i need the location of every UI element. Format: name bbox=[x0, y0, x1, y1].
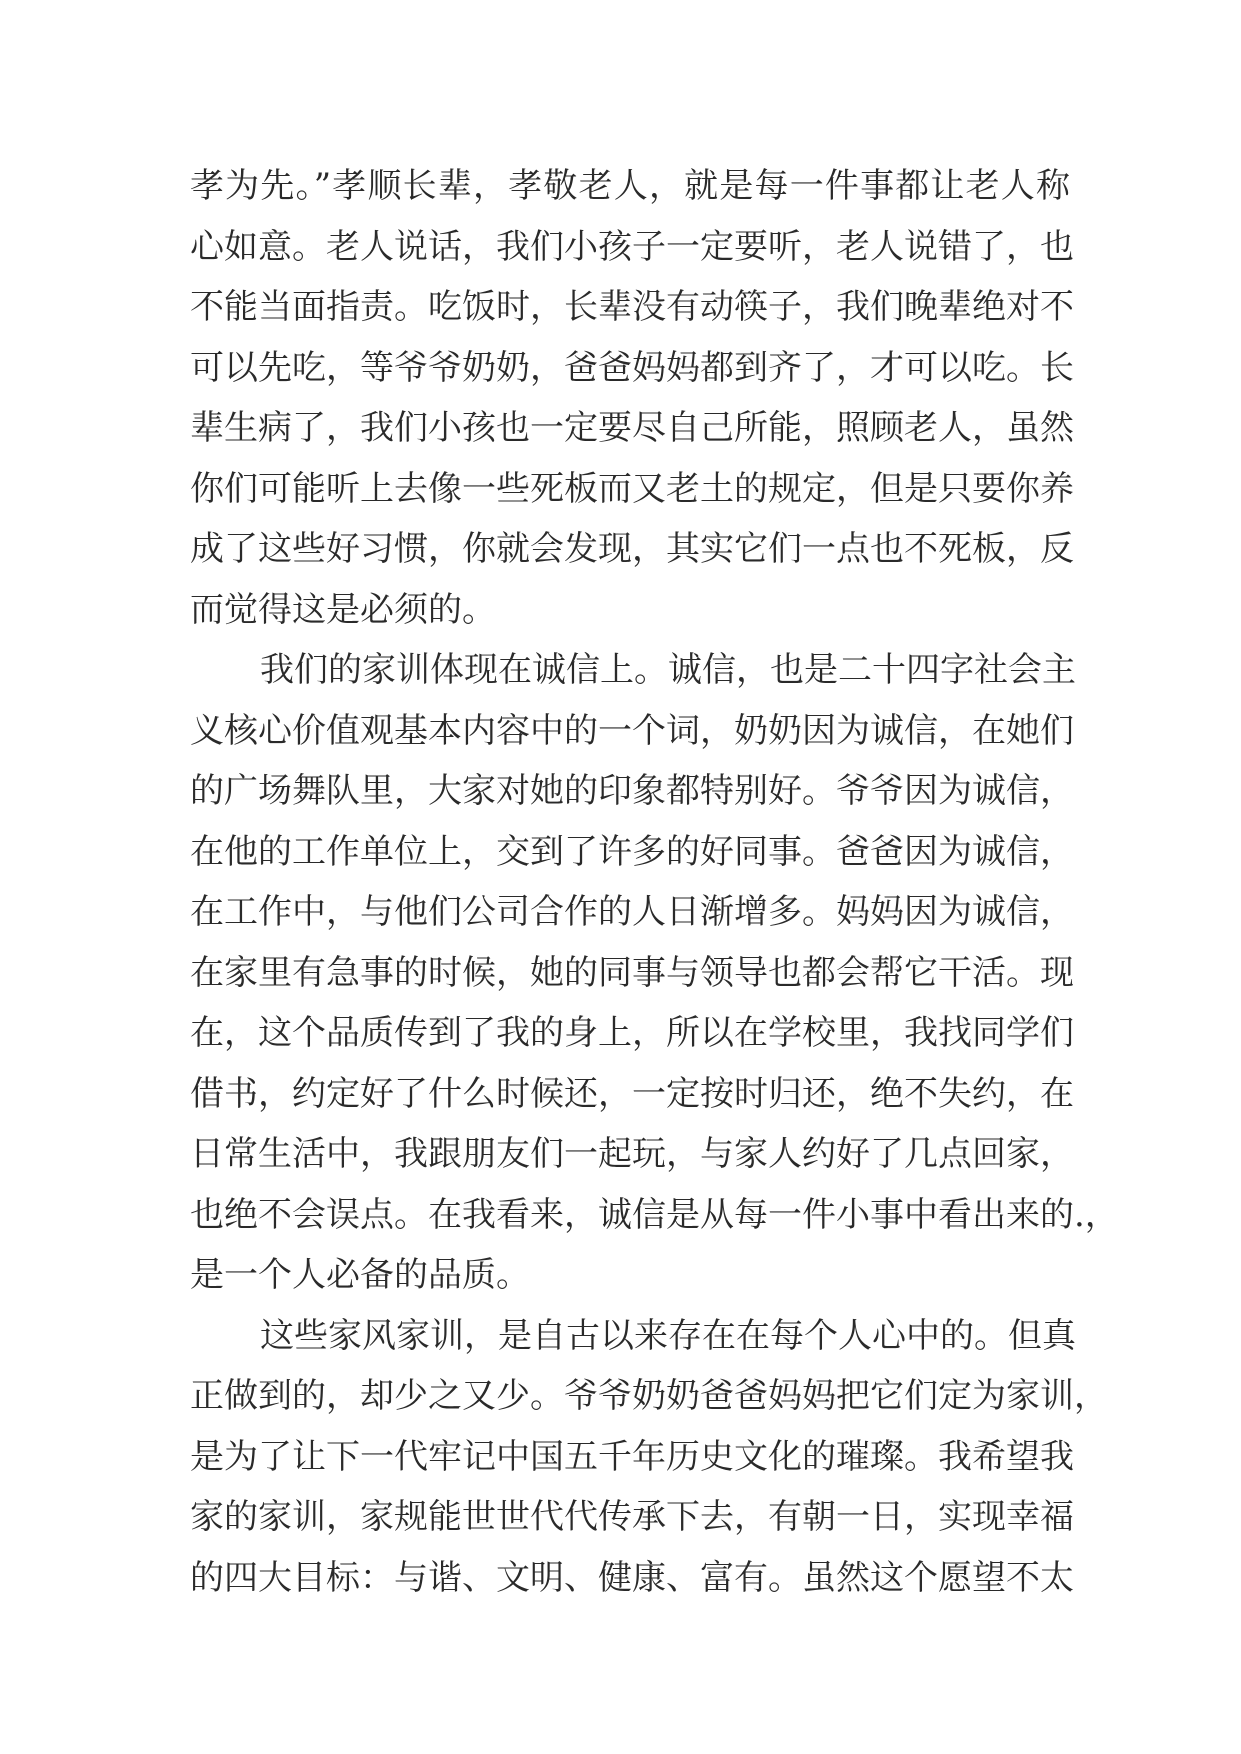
text-line: 这些家风家训，是自古以来存在在每个人心中的。但真 bbox=[260, 1315, 1076, 1356]
text-line: 也绝不会误点。在我看来，诚信是从每一件小事中看出来的.， bbox=[190, 1194, 1119, 1235]
text-line: 在家里有急事的时候，她的同事与领导也都会帮它干活。现 bbox=[190, 952, 1074, 993]
text-line: 在工作中，与他们公司合作的人日渐增多。妈妈因为诚信， bbox=[190, 892, 1074, 932]
paragraph bbox=[190, 640, 1119, 1306]
body-text bbox=[190, 156, 1119, 1608]
text-line: 我们的家训体现在诚信上。诚信，也是二十四字社会主 bbox=[260, 650, 1076, 690]
text-line: 在，这个品质传到了我的身上，所以在学校里，我找同学们 bbox=[190, 1013, 1074, 1053]
text-line: 心如意。老人说话，我们小孩子一定要听，老人说错了，也 bbox=[190, 226, 1074, 267]
text-line: 不能当面指责。吃饭时，长辈没有动筷子，我们晚辈绝对不 bbox=[190, 287, 1074, 327]
text-line: 家的家训，家规能世世代代传承下去，有朝一日，实现幸福 bbox=[190, 1497, 1074, 1537]
text-line: 义核心价值观基本内容中的一个词，奶奶因为诚信，在她们 bbox=[190, 710, 1074, 751]
text-line: 正做到的，却少之又少。爷爷奶奶爸爸妈妈把它们定为家训， bbox=[190, 1376, 1108, 1416]
text-line: 在他的工作单位上，交到了许多的好同事。爸爸因为诚信， bbox=[190, 831, 1074, 872]
text-line: 辈生病了，我们小孩也一定要尽自己所能，照顾老人，虽然 bbox=[190, 408, 1074, 448]
text-line: 是为了让下一代牢记中国五千年历史文化的璀璨。我希望我 bbox=[190, 1436, 1074, 1477]
paragraph bbox=[190, 1306, 1108, 1609]
text-line: 成了这些好习惯，你就会发现，其实它们一点也不死板，反 bbox=[190, 529, 1074, 569]
text-line: 你们可能听上去像一些死板而又老土的规定，但是只要你养 bbox=[190, 468, 1074, 509]
text-line: 孝为先。”孝顺长辈，孝敬老人，就是每一件事都让老人称 bbox=[190, 166, 1070, 206]
text-line: 可以先吃，等爷爷奶奶，爸爸妈妈都到齐了，才可以吃。长 bbox=[190, 347, 1074, 388]
text-line: 的四大目标：与谐、文明、健康、富有。虽然这个愿望不太 bbox=[190, 1557, 1074, 1598]
text-line: 而觉得这是必须的。 bbox=[190, 589, 496, 630]
text-line: 的广场舞队里，大家对她的印象都特别好。爷爷因为诚信， bbox=[190, 771, 1074, 811]
text-line: 是一个人必备的品质。 bbox=[190, 1255, 530, 1295]
text-line: 借书，约定好了什么时候还，一定按时归还，绝不失约，在 bbox=[190, 1073, 1074, 1114]
paragraph bbox=[190, 156, 1074, 640]
text-line: 日常生活中，我跟朋友们一起玩，与家人约好了几点回家， bbox=[190, 1134, 1074, 1174]
